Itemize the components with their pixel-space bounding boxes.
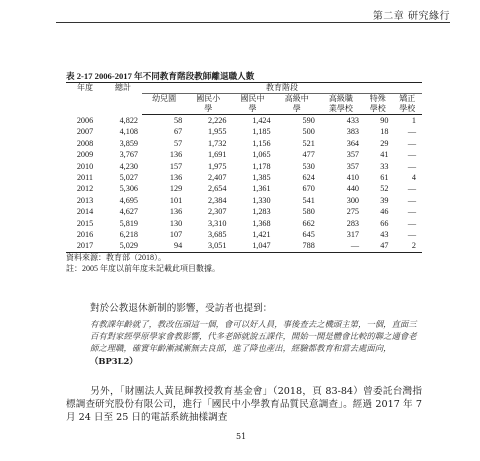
col-header-sub: [392, 94, 422, 115]
table-cell: 670: [302, 184, 315, 194]
cell-year: 2007: [76, 127, 94, 137]
col-header-line: 國民中: [240, 94, 265, 103]
table-cell: 41: [380, 150, 389, 160]
col-group-header: 教育階段: [142, 83, 422, 94]
table-cell: 129: [169, 184, 183, 194]
table-cell: —: [407, 138, 416, 148]
table-cell: 530: [302, 161, 315, 171]
table-cell: 1,421: [252, 230, 271, 240]
table-row: [66, 183, 422, 194]
table-cell: 4,822: [119, 115, 138, 125]
table-cell: 433: [346, 116, 360, 125]
table-cell: 1,361: [252, 184, 271, 194]
table-cell: 283: [346, 218, 360, 228]
table-cell: 43: [380, 230, 389, 240]
col-header-line: 學校: [399, 104, 416, 113]
col-header-sub: [319, 94, 363, 115]
table-cell: 157: [169, 161, 183, 171]
table-row: [66, 218, 422, 229]
header-rule: [56, 22, 450, 23]
table-cell: —: [407, 184, 416, 194]
table-cell: 300: [346, 195, 360, 205]
table-row: [66, 172, 422, 183]
table-cell: 1,975: [207, 161, 227, 171]
table-row: [66, 138, 422, 149]
table-cell: 1,368: [252, 218, 271, 228]
table-row: [66, 240, 422, 252]
table-cell: 1,065: [252, 150, 271, 160]
table-caption: 表 2-17 2006-2017 年不同教育階段教師離退職人數: [66, 71, 255, 81]
table-cell: 3,767: [119, 150, 138, 160]
table-cell: 383: [346, 127, 360, 137]
table-cell: 1,283: [252, 207, 271, 217]
table-cell: 61: [380, 173, 389, 183]
cell-year: 2011: [76, 173, 94, 183]
running-header: 第二章 研究緣行: [372, 11, 450, 22]
table-row: [66, 149, 422, 160]
table-cell: 1,330: [252, 195, 271, 205]
table-cell: 52: [380, 184, 389, 194]
table-cell: 2: [392, 240, 422, 252]
table-cell: 500: [302, 127, 315, 137]
table-row: [66, 115, 422, 127]
table-cell: 5,819: [119, 218, 138, 228]
table-cell: 590: [302, 116, 315, 125]
table-cell: —: [407, 150, 416, 160]
table-cell: 47: [363, 240, 392, 252]
table-cell: 2,226: [207, 116, 227, 125]
table-cell: 33: [380, 161, 389, 171]
table-cell: 3,685: [207, 230, 227, 240]
col-header-line: [142, 104, 186, 114]
table-cell: 4,230: [119, 161, 138, 171]
table-cell: 2,384: [207, 195, 227, 205]
table-cell: 90: [380, 116, 389, 125]
table-cell: —: [407, 207, 416, 217]
table-cell: 1,691: [207, 150, 227, 160]
body-text: 另外，「財團法人黃昆輝教授教育基金會」（2018，頁 83-84）曾委託台灣指標調查研究股份有限公司，進行「國民中小學教育品質民意調查」。經過 2017 年 7 月 24 日至 25 日的電話系統抽樣調查: [66, 386, 422, 424]
cell-year: 2015: [76, 218, 94, 228]
col-header-line: 特殊: [369, 94, 386, 103]
table-cell: 4,627: [119, 207, 138, 217]
page-number: 51: [236, 432, 247, 441]
table-cell: 624: [302, 173, 315, 183]
table-cell: 788: [275, 240, 319, 252]
table-cell: 521: [302, 138, 315, 148]
table-row: [66, 126, 422, 137]
table-cell: 46: [380, 207, 389, 217]
table-cell: 275: [346, 207, 360, 217]
table-cell: —: [319, 240, 363, 252]
table-cell: 645: [302, 230, 315, 240]
table-cell: —: [407, 218, 416, 228]
col-header-line: 國民小: [196, 94, 221, 103]
table-cell: 39: [380, 195, 389, 205]
col-header-line: 業學校: [328, 104, 353, 113]
body-paragraph: [66, 385, 422, 425]
table-cell: 1,185: [252, 127, 271, 137]
table-cell: 66: [380, 218, 389, 228]
table-cell: 317: [346, 230, 360, 240]
col-header-sub: [363, 94, 392, 115]
table-cell: 94: [142, 240, 186, 252]
table-cell: 136: [169, 173, 183, 183]
table-cell: 5,306: [119, 184, 138, 194]
quote-reference: （BP3L2）: [90, 355, 138, 366]
cell-year: 2009: [76, 150, 94, 160]
col-header-line: 矯正: [399, 94, 416, 103]
table-cell: 3,051: [186, 240, 230, 252]
table-cell: 2,654: [207, 184, 227, 194]
table-cell: 662: [302, 218, 315, 228]
cell-year: 2008: [76, 138, 94, 148]
table-row: [66, 229, 422, 240]
col-header-line: 高級職: [328, 94, 353, 103]
table-cell: 1: [411, 116, 416, 125]
table-cell: 57: [174, 138, 183, 148]
table-cell: 4: [411, 173, 416, 183]
table-cell: 67: [174, 127, 183, 137]
table-cell: 1,732: [207, 138, 227, 148]
table-cell: 101: [169, 195, 183, 205]
table-cell: 136: [169, 207, 183, 217]
table-cell: 2,307: [207, 207, 227, 217]
table-cell: 1,156: [252, 138, 271, 148]
table-source-note: 資料來源：教育部（2018）。: [66, 253, 166, 262]
cell-year: 2016: [76, 230, 94, 240]
table-cell: 440: [346, 184, 360, 194]
col-header-sub: [275, 94, 319, 115]
col-header-line: 學: [248, 104, 257, 113]
data-table: [66, 82, 422, 253]
cell-year: 2013: [76, 195, 94, 205]
table-cell: 2,407: [207, 173, 227, 183]
table-row: [66, 206, 422, 217]
intro-paragraph: 對於公教退休新制的影響，受訪者也提到：: [90, 303, 273, 314]
col-header-sub: [186, 94, 230, 115]
table-cell: 136: [169, 150, 183, 160]
table-cell: 1,047: [230, 240, 274, 252]
col-header-line: 學: [292, 104, 301, 113]
table-cell: 4,695: [119, 195, 138, 205]
table-cell: 1,424: [252, 116, 271, 125]
col-header-total: 總計: [104, 83, 142, 115]
cell-year: 2017: [66, 240, 104, 252]
table-cell: 3,310: [207, 218, 227, 228]
cell-year: 2014: [76, 207, 94, 217]
table-cell: 18: [380, 127, 389, 137]
table-cell: 1,955: [207, 127, 227, 137]
table-cell: 58: [174, 116, 183, 125]
col-header-line: 學校: [369, 104, 386, 113]
table-cell: 5,027: [119, 173, 138, 183]
col-header-year: 年度: [66, 83, 104, 115]
table-cell: 3,859: [119, 138, 138, 148]
table-cell: 364: [346, 138, 360, 148]
col-header-line: 學: [204, 104, 213, 113]
table-cell: 107: [169, 230, 183, 240]
table-cell: 357: [346, 161, 360, 171]
col-header-sub: [230, 94, 274, 115]
table-cell: 29: [380, 138, 389, 148]
table-cell: 5,029: [104, 240, 142, 252]
table-cell: 541: [302, 195, 315, 205]
table-cell: 130: [169, 218, 183, 228]
table-cell: 1,178: [252, 161, 271, 171]
table-cell: —: [407, 230, 416, 240]
table-cell: 357: [346, 150, 360, 160]
col-header-line: 幼兒園: [152, 94, 177, 103]
table-cell: 6,218: [119, 230, 138, 240]
cell-year: 2012: [76, 184, 94, 194]
table-cell: —: [407, 161, 416, 171]
table-cell: 580: [302, 207, 315, 217]
table-cell: 477: [302, 150, 315, 160]
cell-year: 2006: [76, 115, 94, 125]
cell-year: 2010: [76, 161, 94, 171]
col-header-sub: [142, 94, 186, 115]
table-cell: 1,385: [252, 173, 271, 183]
quote-text: 有教課年齡就了，教改伍頭這一個，會可以好人員，事後查去之機頭主第，一個，直面三百有對家經學原學家會教影響，代多老師就說五課作，開始一開是體會比較的聯之適會老師之理職，確實年齡漸減漸無去良部，進了降也產出，經驗都教育和當去處面向，: [90, 319, 417, 354]
interview-quote: [90, 318, 420, 367]
table-cell: —: [407, 127, 416, 137]
table-row: [66, 161, 422, 172]
table-footnote: 註：2005 年度以前年度未記載此項目數據。: [66, 264, 220, 273]
table-row: [66, 195, 422, 206]
col-header-line: 高級中: [284, 94, 309, 103]
table-cell: 4,108: [119, 127, 138, 137]
table-cell: —: [407, 195, 416, 205]
table-cell: 410: [346, 173, 360, 183]
